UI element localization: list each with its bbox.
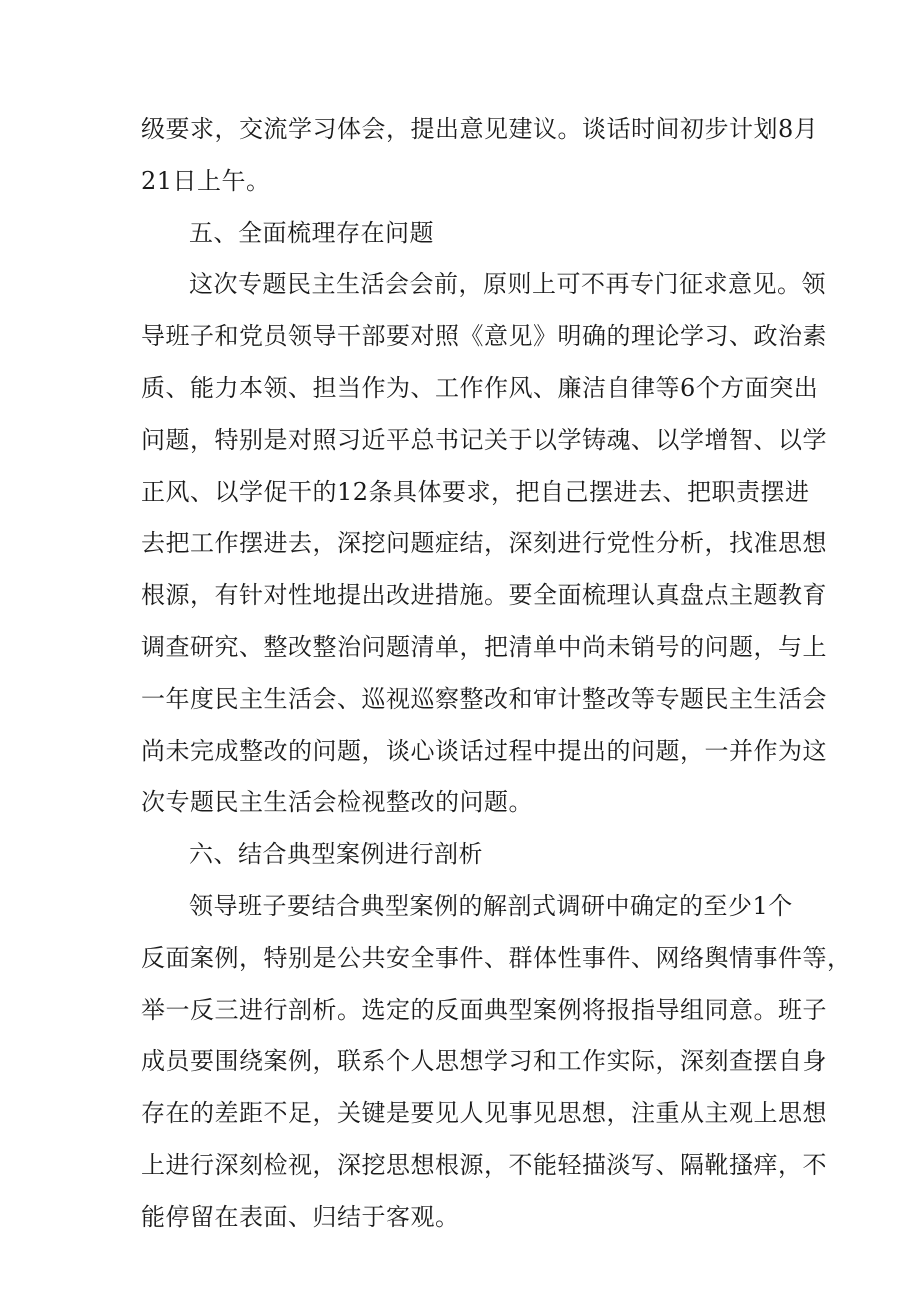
paragraph-line: 成员要围绕案例，联系个人思想学习和工作实际，深刻查摆自身	[141, 1047, 827, 1076]
paragraph-line: 反面案例，特别是公共安全事件、群体性事件、网络舆情事件等，	[141, 943, 852, 972]
section-heading: 六、结合典型案例进行剖析	[189, 840, 483, 869]
paragraph-line: 上进行深刻检视，深挖思想根源，不能轻描淡写、隔靴搔痒，不	[141, 1150, 827, 1179]
document-page	[141, 104, 852, 1244]
document-body	[141, 104, 852, 1244]
paragraph-line: 正风、以学促干的12条具体要求，把自己摆进去、把职责摆进	[141, 477, 810, 506]
paragraph-line: 尚未完成整改的问题，谈心谈话过程中提出的问题，一并作为这	[141, 736, 827, 765]
paragraph-line: 去把工作摆进去，深挖问题症结，深刻进行党性分析，找准思想	[141, 529, 827, 558]
paragraph-line: 问题，特别是对照习近平总书记关于以学铸魂、以学增智、以学	[141, 425, 827, 454]
paragraph-line: 举一反三进行剖析。选定的反面典型案例将报指导组同意。班子	[141, 995, 827, 1024]
paragraph-line: 21日上午。	[141, 166, 271, 195]
paragraph-line: 这次专题民主生活会会前，原则上可不再专门征求意见。领	[189, 270, 826, 299]
paragraph-line: 能停留在表面、归结于客观。	[141, 1202, 460, 1231]
paragraph-line: 导班子和党员领导干部要对照《意见》明确的理论学习、政治素	[141, 322, 827, 351]
paragraph-line: 根源，有针对性地提出改进措施。要全面梳理认真盘点主题教育	[141, 581, 827, 610]
paragraph-line: 一年度民主生活会、巡视巡察整改和审计整改等专题民主生活会	[141, 684, 827, 713]
paragraph-line: 质、能力本领、担当作为、工作作风、廉洁自律等6个方面突出	[141, 373, 819, 402]
paragraph-line: 存在的差距不足，关键是要见人见事见思想，注重从主观上思想	[141, 1099, 827, 1128]
paragraph-line: 领导班子要结合典型案例的解剖式调研中确定的至少1个	[189, 891, 793, 920]
paragraph-line: 调查研究、整改整治问题清单，把清单中尚未销号的问题，与上	[141, 632, 827, 661]
section-heading: 五、全面梳理存在问题	[189, 218, 434, 247]
paragraph-line: 次专题民主生活会检视整改的问题。	[141, 788, 533, 817]
paragraph-line: 级要求，交流学习体会，提出意见建议。谈话时间初步计划8月	[141, 115, 819, 143]
